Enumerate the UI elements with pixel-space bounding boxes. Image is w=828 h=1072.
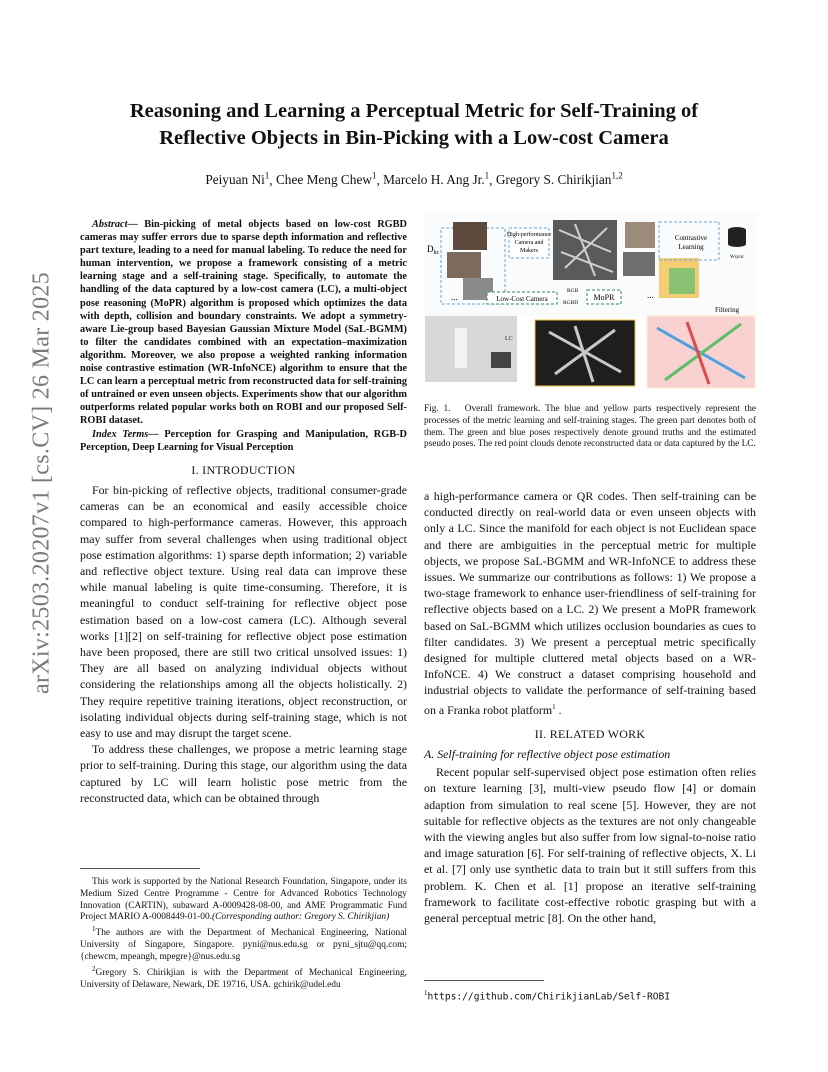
abstract: Abstract— Bin-picking of metal objects based on low-cost RGBD cameras may suffer errors due to sparse depth information and reflective part texture, leading to a need for manual labeling. To reduce the need for human intervention, we propose a framework consisting of a metric learning stage and a self-training stage. Specifically, to automate the handling of the data captured by a low-cost camera (LC), a multi-object pose reasoning (MoPR) algorithm is proposed which optimizes the data with depth, collision and boundary constraints. We adopt a symmetry-aware Lie-group based Bayesian Gaussian Mixture Model (SaL-BGMM) to filter the candidates combined with an expectation–maximization algorithm. Moreover, we also propose a weighted ranking information noise contrastive estimation (WR-InfoNCE) algorithm to ensure that the LC can learn a perceptual metric from reconstructed data for self-training of untrained or even unseen objects. Experiments show that our algorithm outperforms related popular works both on ROBI and our proposed Self-ROBI dataset. bbox=[80, 219, 407, 427]
svg-text:Filtering: Filtering bbox=[715, 306, 740, 314]
index-terms: Index Terms— Perception for Grasping and Manipulation, RGB-D Perception, Deep Learning for Visual Perception bbox=[80, 428, 407, 453]
svg-text:RGBD: RGBD bbox=[563, 300, 579, 306]
section-2-heading: II. RELATED WORK bbox=[534, 726, 646, 741]
footnotes-left bbox=[80, 877, 407, 991]
svg-text:High-performance: High-performance bbox=[506, 232, 552, 238]
figure-caption: Fig. 1. Overall framework. The blue and yellow parts respectively represent the processes of the metric learning and self-training stages. The green part denotes both of them. The green and blue poses respectively denote ground truths and the estimated pseudo poses. The red point clouds denote reconstructed data or data captured by the LC. bbox=[424, 404, 756, 450]
intro-paragraph-1: For bin-picking of reflective objects, traditional consumer-grade cameras can be an economical and easily accessible choice compared to high-performance cameras. However, this approach may suffer from several challenges when using traditional object pose estimation algorithms: 1) sparse depth information; 2) variable and reflective object texture. Using real data can improve these while manual labeling is quite time-consuming. Therefore, it is meaningful to conduct self-training for reflective object pose estimation based on a low-cost camera (LC). Although several works [1][2] on self-training for reflective object pose estimation have been proposed, there are still two critical unsolved issues: 1) They are all based on analyzing individual objects without considering the relationships among all the objects holistically. 2) They require repetitive training iterations, object reconstruction, or isolating individual objects during self-training stage, which is not easy to use and may disrupt the target scene. bbox=[80, 482, 407, 740]
svg-text:Contrastive: Contrastive bbox=[674, 234, 708, 242]
abstract-label: Abstract bbox=[92, 219, 128, 230]
author-3: Marcelo H. Ang Jr.$^1$ bbox=[383, 171, 490, 188]
svg-text:Camera and: Camera and bbox=[514, 240, 544, 246]
paper-title bbox=[80, 98, 748, 152]
d-label: $D_{hc}$ bbox=[427, 244, 440, 256]
footnote-support: This work is supported by the National Research Foundation, Singapore, under its Medium Sized Centre Programme - Centre for Advanced Robotics Technology Innovation (CARTIN), subaward A-0009428-08-00, and AME Programmatic Fund Project MARIO A-0008449-01-00.(Corresponding author: Gregory S. Chirikjian) bbox=[80, 877, 407, 923]
footnote-rule bbox=[80, 868, 200, 869]
svg-text:LC: LC bbox=[505, 336, 513, 342]
framework-figure bbox=[425, 212, 757, 390]
intro-paragraph-2: To address these challenges, we propose a metric learning stage prior to self-training. During this stage, our algorithm using the data captured by LC will learn holistic pose metric from the reconstructed data, which can be obtained through bbox=[80, 742, 407, 805]
ellipsis-left: ... bbox=[451, 292, 458, 302]
scene-photo-4 bbox=[625, 222, 655, 248]
footnote-aff-1: $^1$The authors are with the Department of Mechanical Engineering, National University of Singapore, Singapore. pyni@nus.edu.sg or pyni_sjtu@qq.com; {chewcm, mpeangh, mpegre}@nus.edu.sg bbox=[80, 925, 407, 962]
colored-poses-2 bbox=[669, 268, 695, 294]
author-2: Chee Meng Chew$^1$ bbox=[275, 171, 377, 188]
related-work-paragraph-1: Recent popular self-supervised object pose estimation often relies on texture learning [3], multi-view pseudo flow [4] or domain adaption from simulation to real scene [5]. However, they are not suitable for reflective objects as the textures are not only changeable with the viewing angles but also suffer from low signal-to-noise ratio and image saturation [6]. For self-training of reflective objects, X. Li et al. [7] only use synthetic data to train but it still suffers from this problem. K. Chen et al. [1] propose an iterative self-training framework to facilitate cost-effective robotic grasping but with a general perceptual metric [8]. On the other hand, bbox=[424, 765, 756, 926]
footnote-rule-right bbox=[424, 980, 544, 981]
svg-text:RGB: RGB bbox=[567, 288, 579, 294]
section-1-heading: I. INTRODUCTION bbox=[191, 462, 296, 477]
author-list: Peiyuan Ni$^1$, Chee Meng Chew$^1$, Marcelo H. Ang Jr.$^1$, Gregory S. Chirikjian$^{1,2}$ bbox=[205, 171, 623, 188]
svg-text:...: ... bbox=[647, 290, 654, 300]
footnote-right: $^1$https://github.com/ChirikjianLab/Self-ROBI bbox=[424, 989, 671, 1003]
robot-arm bbox=[455, 328, 467, 368]
svg-text:Wsync: Wsync bbox=[730, 255, 744, 260]
svg-text:Makers: Makers bbox=[520, 248, 538, 254]
scene-photo-1 bbox=[453, 222, 487, 250]
github-url[interactable]: https://github.com/ChirikjianLab/Self-ROBI bbox=[427, 991, 671, 1003]
arxiv-stamp: arXiv:2503.20207v1 [cs.CV] 26 Mar 2025 bbox=[28, 271, 55, 695]
svg-text:Low-Cost Camera: Low-Cost Camera bbox=[496, 295, 548, 303]
scene-photo-2 bbox=[447, 252, 481, 278]
subsection-2a-heading: A. Self-training for reflective object pose estimation bbox=[424, 747, 671, 762]
title-line-2: Reflective Objects in Bin-Picking with a Low-cost Camera bbox=[159, 127, 669, 149]
right-column bbox=[424, 488, 756, 926]
svg-text:Learning: Learning bbox=[678, 243, 704, 251]
svg-text:MoPR: MoPR bbox=[593, 293, 615, 302]
author-1: Peiyuan Ni$^1$ bbox=[205, 171, 270, 188]
author-4: Gregory S. Chirikjian$^{1,2}$ bbox=[495, 171, 623, 188]
scene-photo-5 bbox=[623, 252, 655, 276]
robot-photo bbox=[425, 316, 517, 382]
intro-continued: a high-performance camera or QR codes. Then self-training can be conducted directly on real-world data or even unseen objects with only a LC. Since the manifold for each object is not Euclidean space and there are ambiguities in the perceptual metric for multiple objects, we propose SaL-BGMM and WR-InfoNCE to address these issues. We summarize our contributions as follows: 1) We propose a two-stage framework to enhance user-friendliness of self-training for reflective objects based on a LC. 2) We present a MoPR framework based on SaL-BGMM which utilizes occlusion boundaries as cues to filter candidates. 3) We present a perceptual metric specifically designed for multiple cluttered metal objects based on a WR-InfoNCE. 4) We construct a dataset comprising household and industrial objects to validate the performance of self-training based on a Franka robot platform$^1$ . bbox=[424, 489, 756, 717]
index-terms-label: Index Terms bbox=[92, 428, 149, 440]
footnote-aff-2: $^2$Gregory S. Chirikjian is with the Department of Mechanical Engineering, University of Delaware, Newark, DE 19716, USA. gchirik@udel.edu bbox=[80, 964, 407, 990]
database-icon bbox=[728, 227, 746, 247]
bin bbox=[491, 352, 511, 368]
title-line-1: Reasoning and Learning a Perceptual Metric for Self-Training of bbox=[129, 100, 699, 122]
left-column bbox=[80, 218, 407, 806]
